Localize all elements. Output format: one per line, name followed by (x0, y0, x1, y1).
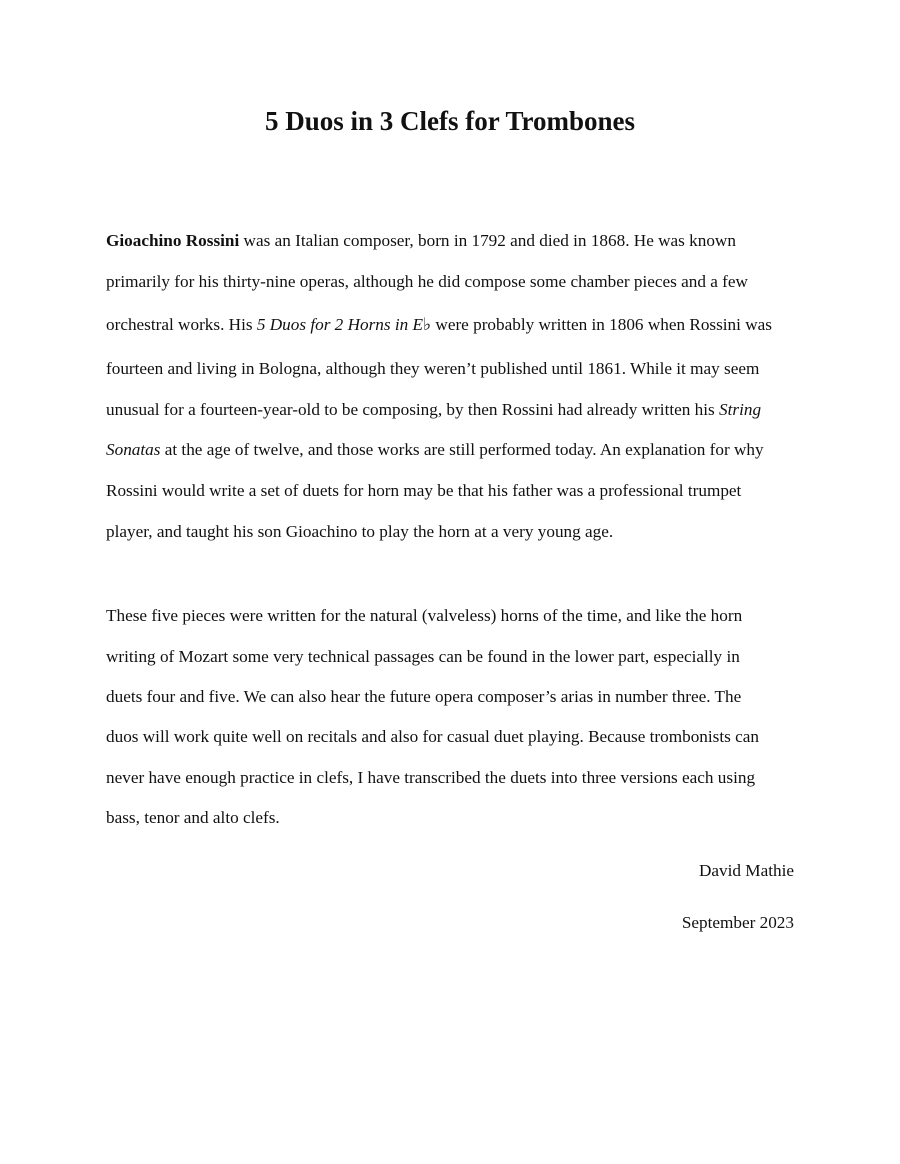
paragraph-line: player, and taught his son Gioachino to play the horn at a very young age. (106, 522, 614, 541)
work-title: Sonatas (106, 440, 161, 459)
paragraph-line (106, 314, 772, 336)
paragraph-line: Rossini would write a set of duets for horn may be that his father was a professional trumpet (106, 481, 742, 500)
paragraph-line: duets four and five. We can also hear the future opera composer’s arias in number three. The (106, 687, 742, 706)
paragraph-line: duos will work quite well on recitals and also for casual duet playing. Because trombonists can (106, 727, 759, 746)
paragraph-line: writing of Mozart some very technical passages can be found in the lower part, especially in (106, 647, 740, 666)
line-text: at the age of twelve, and those works are still performed today. An explanation for why (160, 440, 764, 459)
page-title: 5 Duos in 3 Clefs for Trombones (264, 106, 636, 136)
paragraph-line: bass, tenor and alto clefs. (106, 808, 280, 827)
paragraph-line: primarily for his thirty-nine operas, although he did compose some chamber pieces and a few (106, 272, 748, 291)
line-text: orchestral works. His (106, 315, 257, 334)
work-title: String (719, 400, 762, 419)
paragraph-line (106, 230, 736, 252)
signature-date: September 2023 (681, 913, 794, 932)
paragraph-line: fourteen and living in Bologna, although they weren’t published until 1861. While it may seem (106, 359, 760, 378)
paragraph-line (106, 399, 761, 421)
line-text: unusual for a fourteen-year-old to be composing, by then Rossini had already written his (106, 400, 720, 419)
line-text: were probably written in 1806 when Rossini was (431, 315, 772, 334)
line-text: was an Italian composer, born in 1792 and died in 1868. He was known (239, 231, 736, 250)
author-name: David Mathie (699, 861, 794, 880)
paragraph-line: never have enough practice in clefs, I have transcribed the duets into three versions each using (106, 768, 756, 787)
paragraph-line (106, 439, 764, 461)
work-title: 5 Duos for 2 Horns in E♭ (256, 315, 432, 334)
composer-name: Gioachino Rossini (106, 231, 240, 250)
paragraph-line: These five pieces were written for the natural (valveless) horns of the time, and like the horn (106, 606, 743, 625)
